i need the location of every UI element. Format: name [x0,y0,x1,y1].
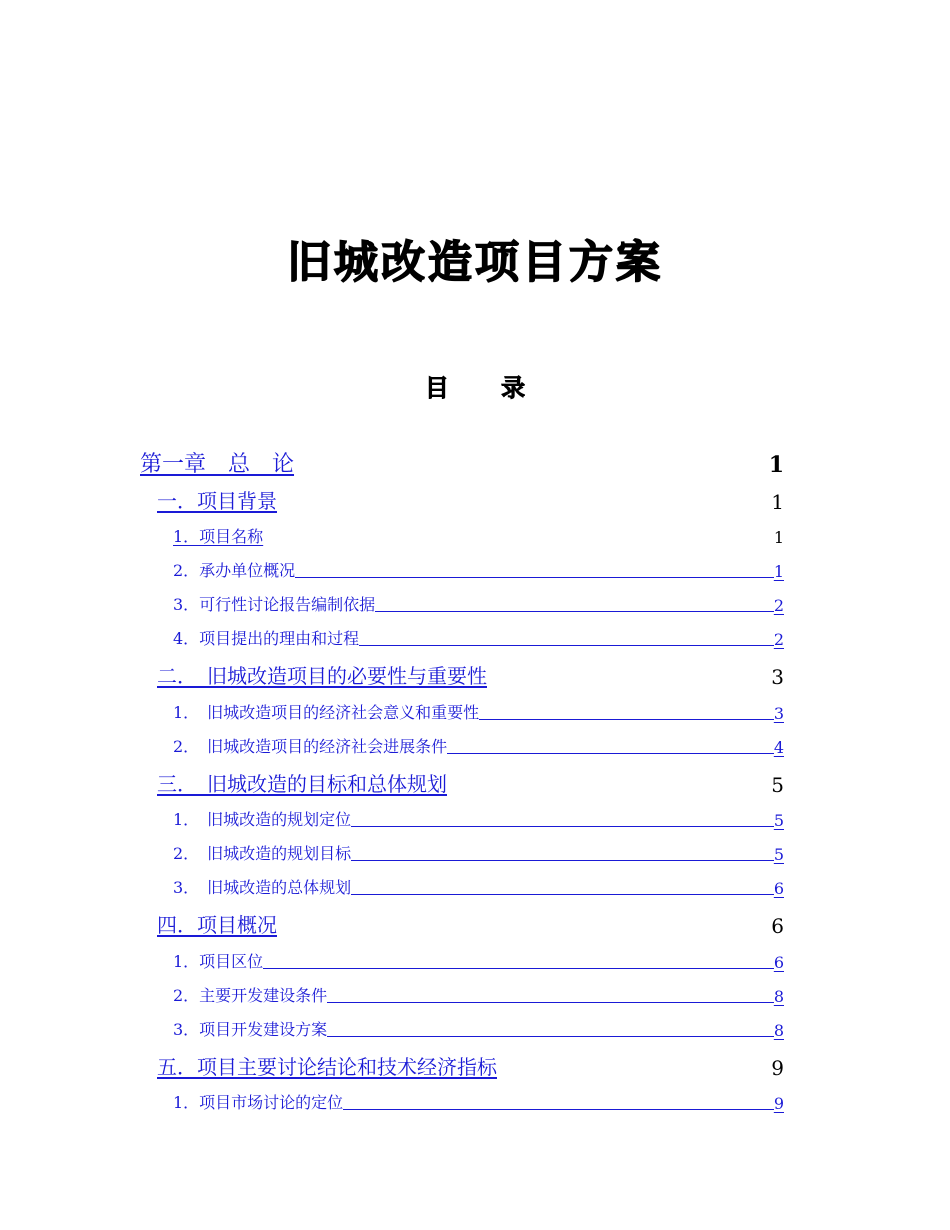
toc-entry-label: 四．项目概况 [157,913,277,937]
toc-entry-label: 3．项目开发建设方案 [173,1020,328,1039]
toc-entry[interactable] [157,661,784,689]
toc-entry-page: 6 [773,879,784,898]
toc-entry-label: 三． 旧城改造的目标和总体规划 [157,772,447,796]
toc-entry-label: 1．项目市场讨论的定位 [173,1093,344,1112]
toc-entry-page: 6 [771,914,784,938]
toc-entry-label: 1．项目区位 [173,952,264,971]
toc-entry-page: 2 [773,596,784,615]
toc-entry-label: 一．项目背景 [157,489,277,513]
toc-entry-page: 8 [773,987,784,1006]
toc-heading [0,368,950,403]
toc-heading-char: 目 [424,374,449,402]
toc-entry-label: 2．承办单位概况 [173,561,296,580]
toc-leader [359,645,774,646]
toc-leader [447,753,774,754]
toc-entry-page: 1 [771,490,784,514]
toc-entry-page: 5 [773,845,784,864]
toc-entry-label: 4．项目提出的理由和过程 [173,629,360,648]
toc-leader [351,826,774,827]
toc-entry[interactable] [173,876,784,898]
toc-entry[interactable] [173,735,784,757]
toc-entry[interactable] [157,769,784,797]
toc-heading-char: 录 [501,374,526,402]
toc-entry-page: 6 [773,953,784,972]
toc-entry-label: 二． 旧城改造项目的必要性与重要性 [157,664,487,688]
toc-entry-label: 1．项目名称 [173,527,264,546]
toc-entry[interactable] [157,1052,784,1080]
toc-entry-label: 2．主要开发建设条件 [173,986,328,1005]
toc-entry[interactable] [173,1018,784,1040]
toc-entry-label: 3．可行性讨论报告编制依据 [173,595,376,614]
toc-leader [327,1002,774,1003]
toc-entry[interactable] [173,984,784,1006]
toc-entry-page: 3 [773,704,784,723]
toc-leader [343,1109,774,1110]
toc-entry-page: 8 [773,1021,784,1040]
toc-entry-page: 5 [773,811,784,830]
toc-leader [263,968,774,969]
toc-entry[interactable] [157,910,784,938]
toc-entry[interactable] [140,448,784,478]
toc-entry-page: 3 [771,665,784,689]
toc-leader [351,860,774,861]
toc-entry-page: 4 [773,738,784,757]
toc-entry-page: 9 [773,1094,784,1113]
toc-leader [327,1036,774,1037]
toc-entry-page: 1 [773,528,784,547]
toc-entry[interactable] [173,525,784,547]
toc-entry-page: 5 [771,773,784,797]
toc-entry-page: 9 [771,1056,784,1080]
toc-entry[interactable] [173,950,784,972]
toc-entry-label: 2． 旧城改造的规划目标 [173,844,352,863]
toc-leader [351,894,774,895]
toc-leader [479,719,774,720]
toc-entry-label: 第一章 总 论 [140,452,295,477]
document-title: 旧城改造项目方案 [287,237,663,288]
toc-entry-page: 2 [773,630,784,649]
toc-entry[interactable] [173,593,784,615]
toc-entry[interactable] [173,1091,784,1113]
toc-leader [295,577,774,578]
toc-leader [375,611,774,612]
toc-entry-label: 五．项目主要讨论结论和技术经济指标 [157,1055,497,1079]
toc-entry[interactable] [173,627,784,649]
toc-entry[interactable] [173,701,784,723]
toc-entry[interactable] [173,808,784,830]
toc-entry-label: 3． 旧城改造的总体规划 [173,878,352,897]
toc-entry[interactable] [157,486,784,514]
toc-entry[interactable] [173,559,784,581]
toc-entry-page: 1 [768,452,784,478]
toc-entry[interactable] [173,842,784,864]
toc-entry-label: 1． 旧城改造的规划定位 [173,810,352,829]
toc-entry-label: 2． 旧城改造项目的经济社会进展条件 [173,737,448,756]
toc-entry-page: 1 [773,562,784,581]
toc-entry-label: 1． 旧城改造项目的经济社会意义和重要性 [173,703,480,722]
